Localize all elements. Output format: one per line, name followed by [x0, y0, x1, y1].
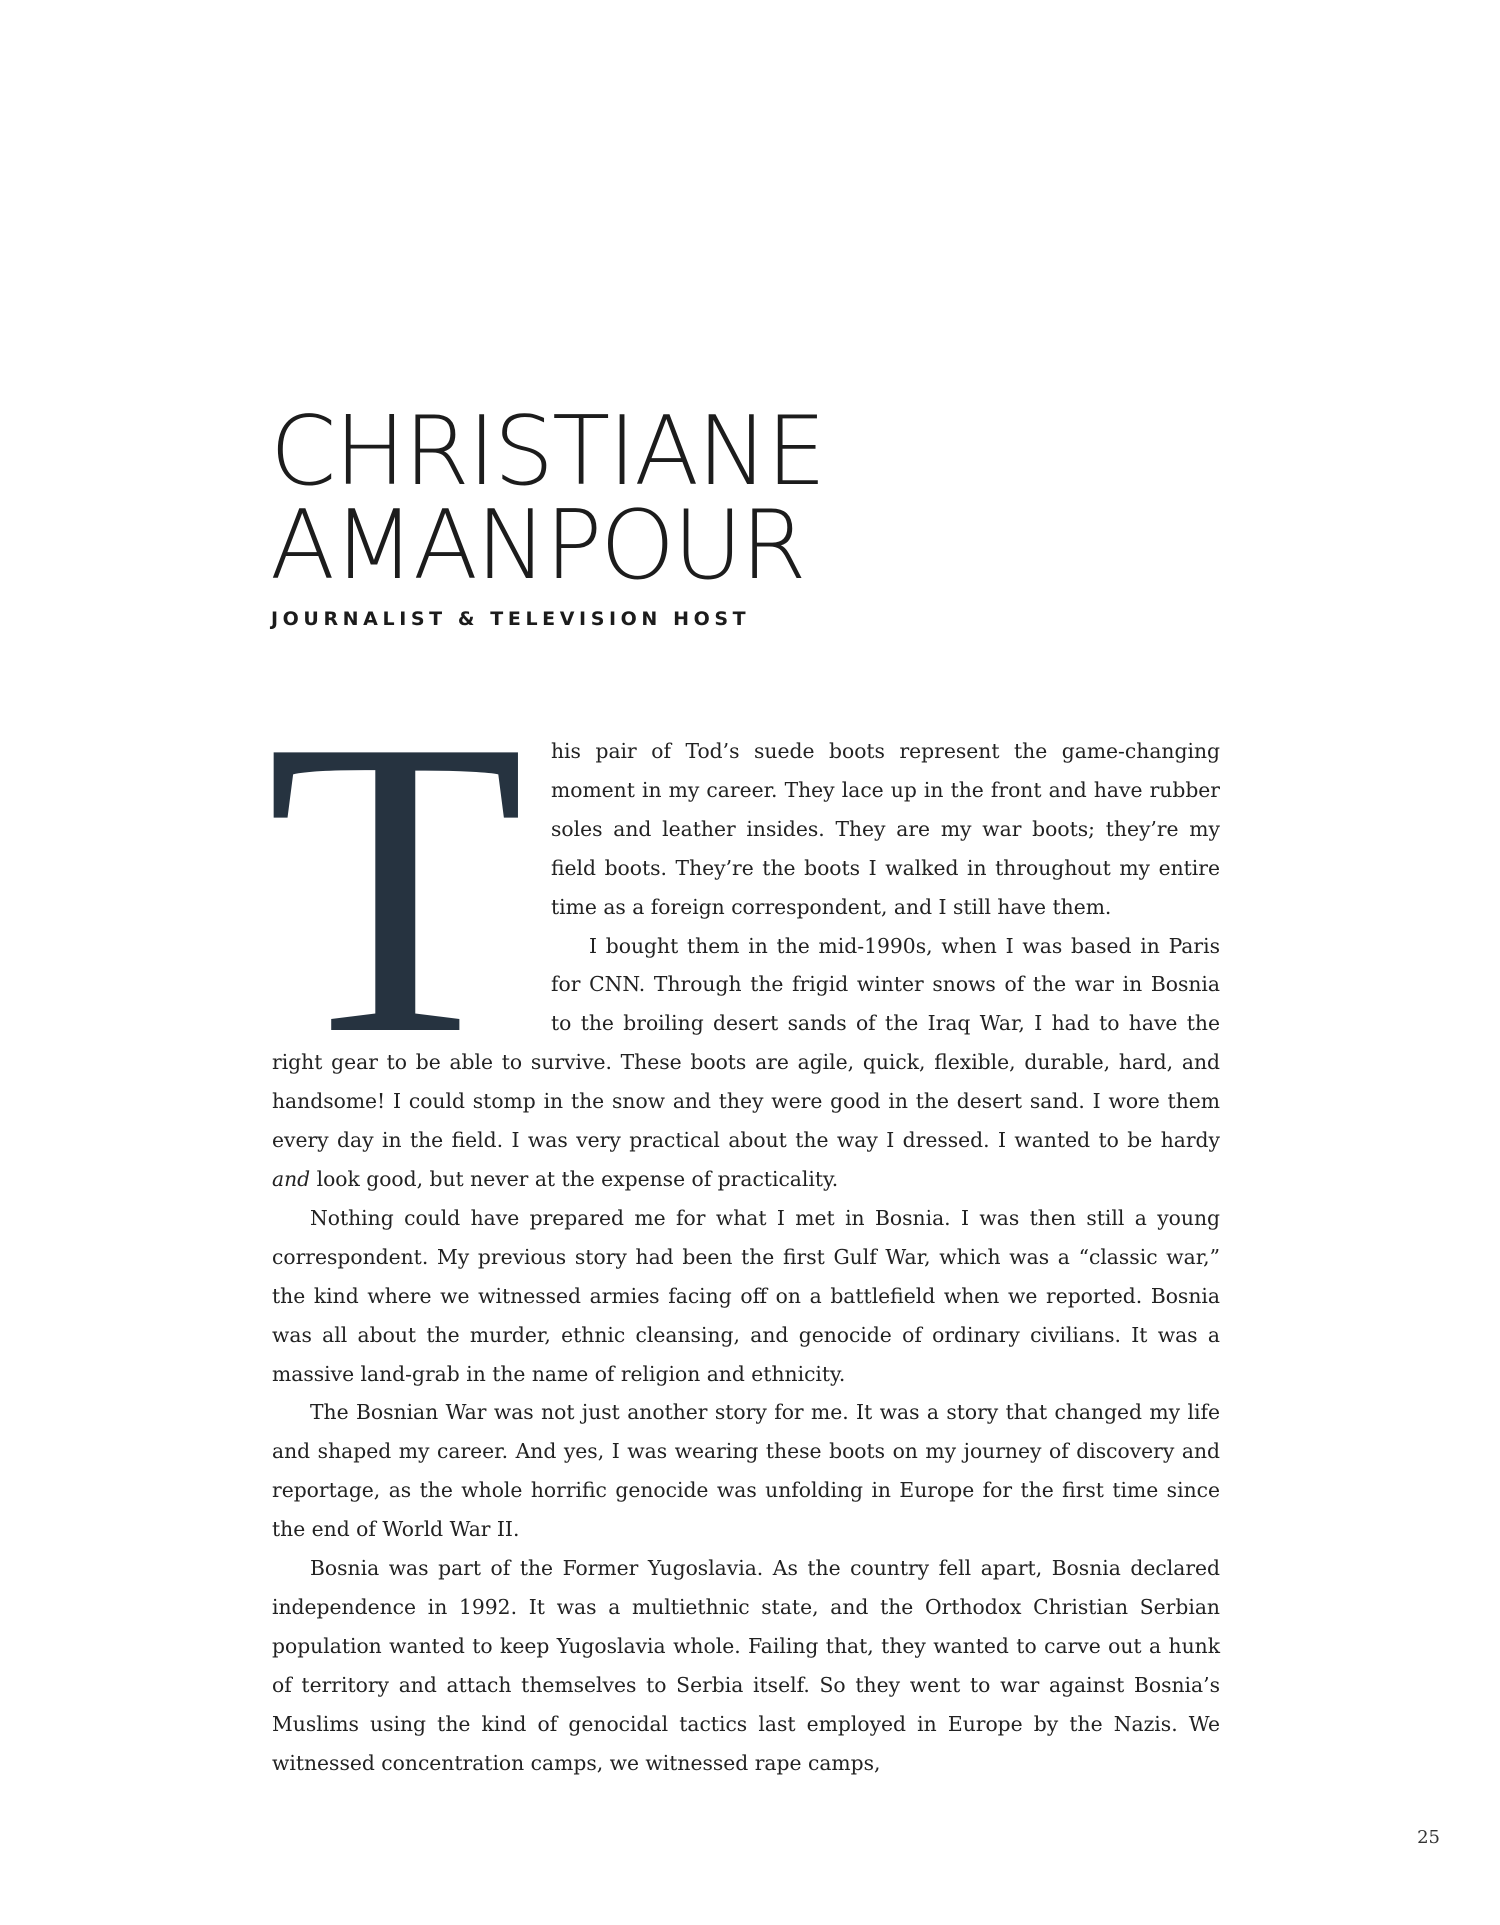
paragraph-3: Nothing could have prepared me for what I met in Bosnia. I was then still a young correspondent. My previous story had been the first Gulf War, which was a “classic war,” the kind where we witnessed armies facing off on a battlefield when we reported. Bosnia was all about the murder, ethnic cleansing, and genocide of ordinary civilians. It was a massive land-grab in the name of religion and ethnicity.: [272, 1205, 1220, 1386]
drop-cap: T: [266, 652, 525, 1122]
page-number: 25: [1417, 1827, 1440, 1848]
paragraph-2-emphasis: and: [272, 1166, 311, 1191]
paragraph-4: The Bosnian War was not just another story for me. It was a story that changed my life and shaped my career. And yes, I was wearing these boots on my journey of discovery and reportage, as the whole horrific genocide was unfolding in Europe for the first time since the end of World War II.: [272, 1400, 1220, 1542]
paragraph-2-text-b: look good, but never at the expense of practicality.: [310, 1166, 839, 1191]
paragraph-2-text-a: I bought them in the mid-1990s, when I was based in Paris for CNN. Through the frigid winter snows of the war in Bosnia to the broiling desert sands of the Iraq War, I had to have the right gear to be able to survive. These boots are agile, quick, flexible, durable, hard, and handsome! I could stomp in the snow and they were good in the desert sand. I wore them every day in the field. I was very practical about the way I dressed. I wanted to be hardy: [272, 933, 1220, 1153]
title-line-last-name: AMANPOUR: [270, 491, 805, 601]
article-title: [270, 397, 825, 601]
paragraph-1: his pair of Tod’s suede boots represent the game-changing moment in my career. They lace up in the front and have rubber soles and leather insides. They are my war boots; they’re my field boots. They’re the boots I walked in throughout my entire time as a foreign correspondent, and I still have them.: [551, 739, 1220, 919]
title-line-first-name: CHRISTIANE: [270, 397, 825, 507]
article-body: [266, 652, 1220, 1782]
article-subtitle: JOURNALIST & TELEVISION HOST: [271, 608, 751, 630]
paragraph-5: Bosnia was part of the Former Yugoslavia. As the country fell apart, Bosnia declared independence in 1992. It was a multiethnic state, and the Orthodox Christian Serbian population wanted to keep Yugoslavia whole. Failing that, they wanted to carve out a hunk of territory and attach themselves to Serbia itself. So they went to war against Bosnia’s Muslims using the kind of genocidal tactics last employed in Europe by the Nazis. We witnessed concentration camps, we witnessed rape camps,: [272, 1556, 1220, 1775]
